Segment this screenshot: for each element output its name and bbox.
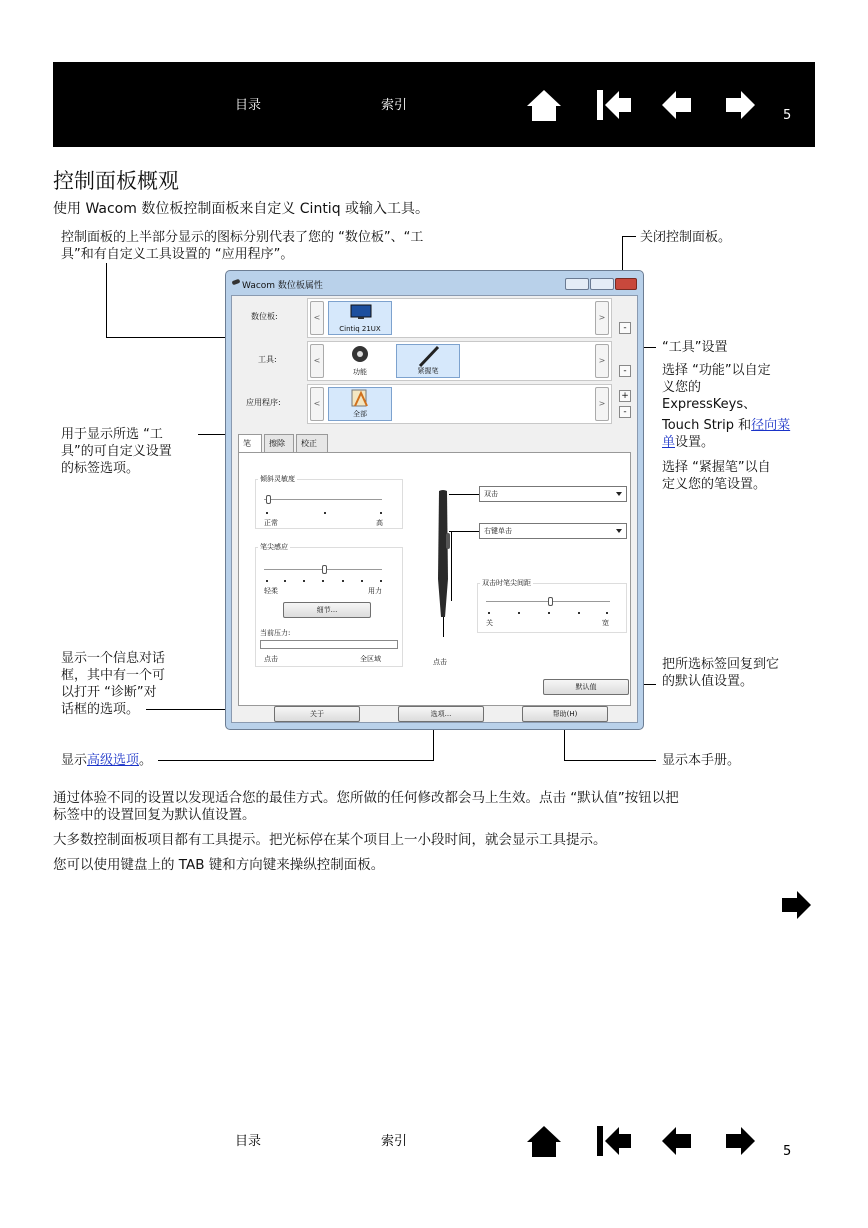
advanced-options-link[interactable]: 高级选项 [87, 753, 140, 768]
application-strip [307, 384, 612, 424]
callout-function-text: 设置。 [675, 435, 715, 450]
tip-min-label: 轻柔 [264, 587, 278, 595]
application-row-label: 应用程序: [246, 398, 281, 407]
pen-tab-panel [238, 452, 631, 706]
leader-line [158, 760, 434, 761]
tick-mark [266, 580, 268, 582]
tablet-item-label: Cintiq 21UX [339, 325, 381, 333]
first-page-icon[interactable] [595, 88, 633, 122]
callout-top-left-line2: 具”和有自定义工具设置的 “应用程序”。 [61, 247, 294, 262]
upper-side-button-select[interactable]: 双击 [479, 486, 627, 502]
callout-options [61, 752, 152, 769]
tilt-slider-thumb[interactable] [266, 495, 271, 504]
index-link[interactable]: 索引 [381, 1134, 408, 1149]
toc-link[interactable]: 目录 [235, 98, 262, 113]
radial-menu-link[interactable]: 单 [662, 435, 676, 450]
tick-mark [361, 580, 363, 582]
help-button[interactable]: 帮助(H) [522, 706, 608, 722]
previous-page-icon[interactable] [660, 1124, 694, 1158]
pressure-meter [260, 640, 398, 649]
callout-options-suffix: 。 [139, 753, 153, 768]
callout-tabs-line1: 用于显示所选 “工 [61, 427, 163, 442]
dialog-body [231, 295, 638, 723]
monitor-icon [350, 304, 372, 320]
scroll-right-button[interactable]: > [595, 387, 609, 421]
double-click-group-label: 双击时笔尖间距 [482, 579, 531, 587]
scroll-right-button[interactable]: > [595, 301, 609, 335]
tilt-group-label: 倾斜灵敏度 [260, 475, 295, 483]
remove-application-button[interactable]: - [619, 406, 631, 418]
tablet-item-cintiq[interactable] [328, 301, 392, 335]
callout-about-line2: 框，其中有一个可 [61, 668, 166, 683]
callout-help: 显示本手册。 [662, 753, 741, 768]
click-label: 点击 [264, 655, 278, 663]
tab-calibrate[interactable]: 校正 [296, 434, 328, 452]
tab-pen[interactable]: 笔 [238, 434, 262, 453]
radial-menu-link[interactable]: 径向菜 [751, 418, 791, 433]
callout-tabs-line3: 的标签选项。 [61, 461, 140, 476]
scroll-left-button[interactable]: < [310, 301, 324, 335]
callout-grip-line1: 选择 “紧握笔”以自 [662, 460, 771, 475]
previous-page-icon[interactable] [660, 88, 694, 122]
leader-line [564, 760, 656, 761]
pen-icon [416, 345, 442, 367]
tip-slider-thumb[interactable] [322, 565, 327, 574]
tip-feel-group [255, 543, 403, 667]
tick-mark [548, 612, 550, 614]
remove-tool-button[interactable]: - [619, 365, 631, 377]
tilt-slider-track [264, 499, 382, 500]
tick-mark [578, 612, 580, 614]
tick-mark [303, 580, 305, 582]
close-button[interactable] [615, 278, 637, 290]
wacom-logo-icon [232, 279, 241, 285]
home-icon[interactable] [526, 1124, 562, 1158]
toc-link[interactable]: 目录 [235, 1134, 262, 1149]
customize-tip-button[interactable]: 细节... [283, 602, 371, 618]
add-application-button[interactable]: + [619, 390, 631, 402]
callout-tool-title: “工具”设置 [662, 340, 728, 355]
application-item-all[interactable] [328, 387, 392, 421]
tick-mark [322, 580, 324, 582]
leader-line [622, 236, 623, 274]
callout-grip-line2: 定义您的笔设置。 [662, 477, 767, 492]
about-button[interactable]: 关于 [274, 706, 360, 722]
leader-line [449, 531, 479, 532]
double-click-distance-group [477, 579, 627, 633]
double-click-min-label: 关 [486, 619, 493, 627]
tilt-sensitivity-group [255, 475, 403, 529]
callout-close: 关闭控制面板。 [640, 230, 732, 245]
leader-line [106, 263, 107, 337]
maximize-button[interactable] [590, 278, 614, 290]
index-link[interactable]: 索引 [381, 98, 408, 113]
callout-tabs-line2: 具”的可自定义设置 [61, 444, 172, 459]
tilt-min-label: 正常 [264, 519, 278, 527]
page-number: 5 [783, 108, 792, 123]
callout-function-text: Touch Strip 和 [662, 418, 752, 433]
scroll-left-button[interactable]: < [310, 387, 324, 421]
wacom-properties-dialog [225, 270, 644, 730]
callout-options-prefix: 显示 [61, 753, 88, 768]
tool-item-label: 功能 [353, 368, 367, 376]
callout-about-line4: 话框的选项。 [61, 702, 140, 717]
tool-row-label: 工具: [258, 355, 277, 364]
callout-about-line1: 显示一个信息对话 [61, 651, 166, 666]
next-page-icon[interactable] [723, 1124, 757, 1158]
tip-group-label: 笔尖感应 [260, 543, 288, 551]
full-label: 全区域 [360, 655, 381, 663]
current-pressure-label: 当前压力: [260, 629, 291, 637]
intro-text: 使用 Wacom 数位板控制面板来自定义 Cintiq 或输入工具。 [53, 201, 430, 217]
page-title: 控制面板概观 [53, 169, 179, 193]
tab-eraser[interactable]: 擦除 [264, 434, 294, 452]
paragraph-3: 您可以使用键盘上的 TAB 键和方向键来操纵控制面板。 [53, 857, 385, 873]
scroll-right-button[interactable]: > [595, 344, 609, 378]
home-icon[interactable] [526, 88, 562, 122]
top-nav-bar [53, 62, 815, 147]
tool-item-grip-pen[interactable] [396, 344, 460, 378]
scroll-left-button[interactable]: < [310, 344, 324, 378]
paragraph-1-line2: 标签中的设置回复为默认值设置。 [53, 807, 256, 823]
page-number: 5 [783, 1144, 792, 1159]
callout-default-line2: 的默认值设置。 [662, 674, 754, 689]
minimize-button[interactable] [565, 278, 589, 290]
tick-mark [284, 580, 286, 582]
tablet-strip [307, 298, 612, 338]
tool-item-functions[interactable] [328, 344, 392, 378]
tick-mark [266, 512, 268, 514]
pen-tip-label: 点击 [433, 658, 447, 666]
paragraph-1-line1: 通过体验不同的设置以发现适合您的最佳方式。您所做的任何修改都会马上生效。点击 “默认值”按钮以把 [53, 790, 679, 806]
tick-mark [606, 612, 608, 614]
remove-tablet-button[interactable]: - [619, 322, 631, 334]
tilt-max-label: 高 [376, 519, 383, 527]
callout-function-line4 [662, 417, 790, 434]
callout-function-line1: 选择 “功能”以自定 [662, 363, 771, 378]
callout-about-line3: 以打开 “诊断”对 [61, 685, 157, 700]
leader-line [451, 531, 452, 601]
default-button[interactable]: 默认值 [543, 679, 629, 695]
all-applications-icon [349, 388, 373, 410]
tick-mark [380, 580, 382, 582]
tick-mark [324, 512, 326, 514]
options-button[interactable]: 选项... [398, 706, 484, 722]
tick-mark [518, 612, 520, 614]
tick-mark [380, 512, 382, 514]
tick-mark [342, 580, 344, 582]
next-page-icon[interactable] [779, 888, 813, 922]
lower-side-button-select[interactable]: 右键单击 [479, 523, 627, 539]
tool-item-label: 紧握笔 [417, 367, 439, 375]
tool-strip [307, 341, 612, 381]
application-item-label: 全部 [353, 410, 367, 418]
next-page-icon[interactable] [723, 88, 757, 122]
bottom-nav-bar [53, 1098, 815, 1183]
callout-top-left-line1: 控制面板的上半部分显示的图标分别代表了您的 “数位板”、“工 [61, 230, 424, 245]
double-click-slider-thumb[interactable] [548, 597, 553, 606]
double-click-max-label: 宽 [602, 619, 609, 627]
first-page-icon[interactable] [595, 1124, 633, 1158]
functions-icon [347, 344, 373, 364]
tip-max-label: 用力 [368, 587, 382, 595]
callout-function-line2: 义您的 [662, 380, 702, 395]
callout-default-line1: 把所选标签回复到它 [662, 657, 780, 672]
dialog-title: Wacom 数位板属性 [242, 281, 323, 291]
tick-mark [488, 612, 490, 614]
leader-line [449, 494, 479, 495]
paragraph-2: 大多数控制面板项目都有工具提示。把光标停在某个项目上一小段时间，就会显示工具提示。 [53, 832, 607, 848]
leader-line [622, 236, 636, 237]
tablet-row-label: 数位板: [251, 312, 278, 321]
callout-function-line3: ExpressKeys、 [662, 397, 757, 412]
callout-function-line5 [662, 434, 714, 451]
